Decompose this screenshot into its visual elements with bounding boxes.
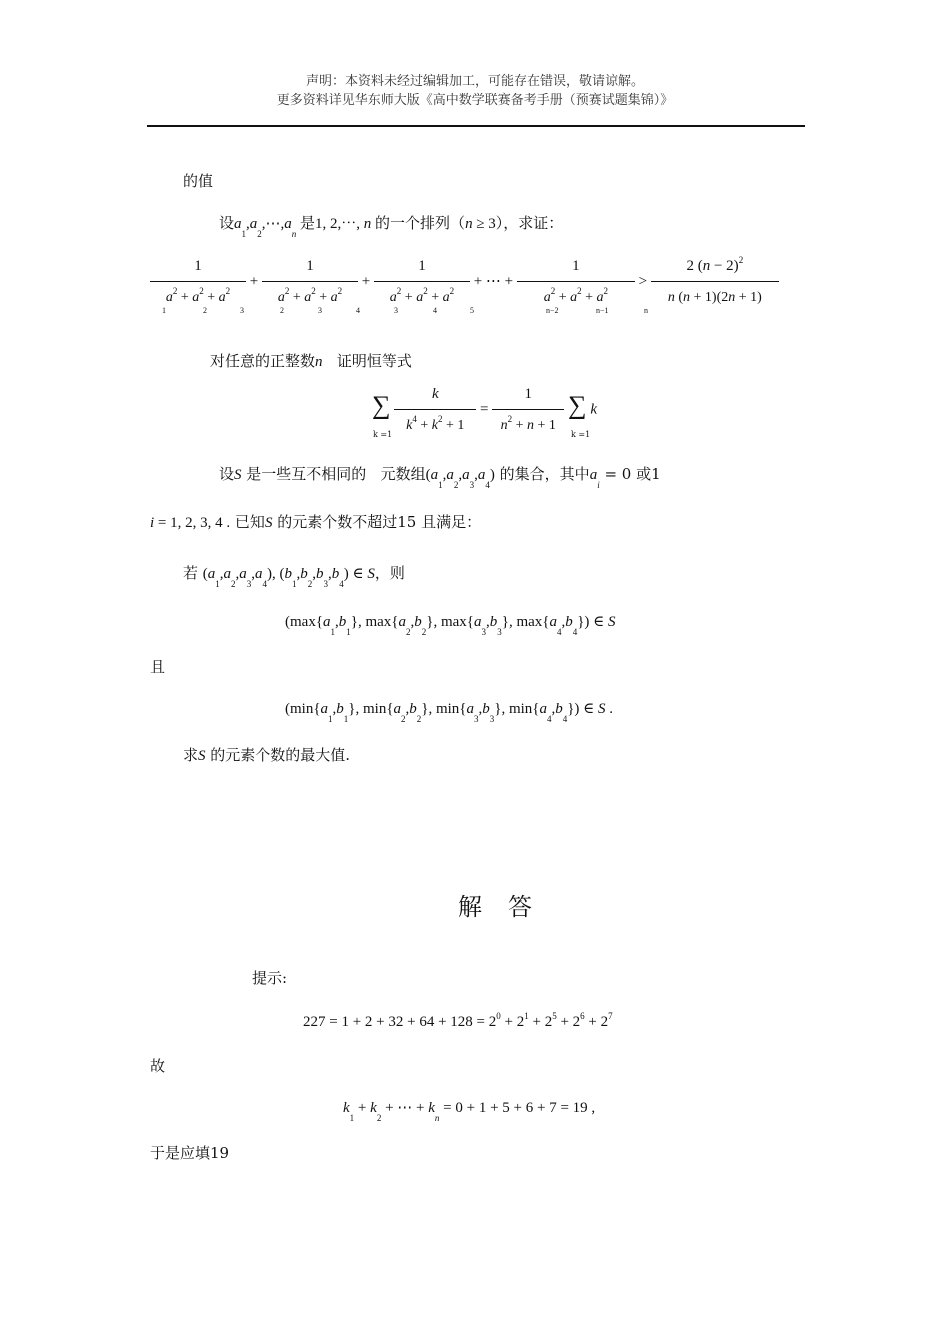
- exponent-sum: $k_1 + k_2$ + ⋯ + $k_n = 0 + 1 + 5 + 6 + 7 = 19$ ,: [343, 1100, 596, 1123]
- problem-3-identity: ∑ $\frac{k}{k^4 + k^2 + 1}$ = $\frac{1}{n^2 + n + 1}$ ∑ k: [372, 386, 597, 433]
- conclusion-text: 于是应填19: [150, 1144, 230, 1162]
- reference-line: 更多资料详见华东师大版《高中数学联赛备考手册（预赛试题集锦）》: [276, 93, 674, 108]
- disclaimer-line: 声明：本资料未经过编辑加工，可能存在错误，敬请谅解。: [305, 74, 644, 89]
- sum-lower-limit-1: k =1: [373, 430, 393, 439]
- header-divider: [147, 125, 805, 127]
- problem-tail-text: 的值: [183, 172, 214, 190]
- answer-title: 解答: [458, 893, 558, 921]
- problem-4-line-1: 设S 是一些互不相同的 元数组$(a_1,a_2,a_3,a_4)$ 的集合，其中$a_i = 0$ 或1: [219, 465, 661, 490]
- max-condition: ($\max\{a_1,b_1\}$, $\max\{a_2,b_2\}$, $\max\{a_3,b_3\}$, $\max\{a_4,b_4\}$) ∈ S: [285, 614, 616, 637]
- binary-expansion: $227 = 1 + 2 + 32 + 64 + 128 = 2^0 + 2^1 + 2^5 + 2^6 + 2^7$: [303, 1011, 613, 1030]
- problem-4-line-2: i = 1, 2, 3, 4 . 已知S 的元素个数不超过15 且满足：: [150, 513, 482, 531]
- sum-lower-limit-2: k =1: [571, 430, 591, 439]
- problem-2-intro: 设$a_1,a_2,\cdots,a_n$ 是1, 2,⋯, n 的一个排列（n ≥ 3），求证：: [219, 216, 564, 239]
- problem-3-intro: 对任意的正整数n 证明恒等式: [210, 352, 412, 370]
- problem-4-question: 求S 的元素个数的最大值.: [183, 746, 351, 764]
- and-text: 且: [150, 658, 166, 676]
- hint-label: 提示:: [252, 969, 288, 987]
- therefore-text: 故: [150, 1057, 166, 1075]
- problem-2-inequality: $\frac{1}{a^2 + a^2 + a^2}$ + $\frac{1}{a^2 + a^2 + a^2}$ + $\frac{1}{a^2 + a^2 + a^2}$ + ⋯ + $\frac{1}{a^2 + a^2 + a^2}$ > $\frac{2 (n - 2)^2}{n (n + 1)(2n + 1)}$: [150, 258, 810, 306]
- min-condition: ($\min\{a_1,b_1\}$, $\min\{a_2,b_2\}$, $\min\{a_3,b_3\}$, $\min\{a_4,b_4\}$) ∈ S .: [285, 701, 614, 724]
- problem-4-condition: 若 $(a_1,a_2,a_3,a_4)$, $(b_1,b_2,b_3,b_4)$ ∈ S，则: [183, 564, 405, 589]
